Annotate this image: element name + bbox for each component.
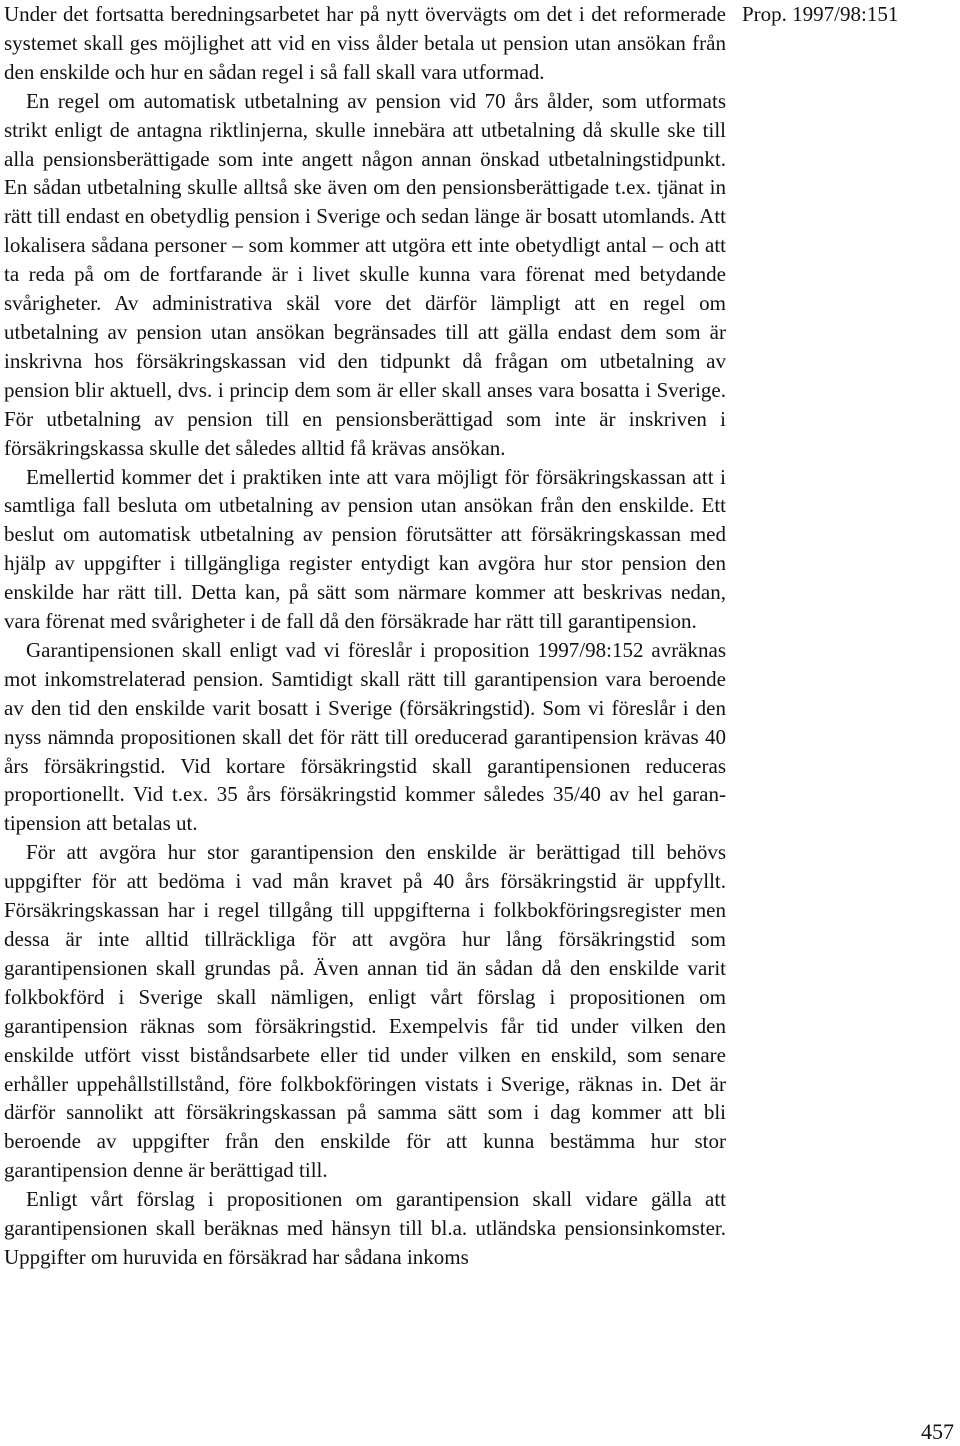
- proposition-reference: Prop. 1997/98:151: [742, 2, 899, 26]
- paragraph: En regel om automatisk utbetalning av pension vid 70 års ålder, som utformats strikt enligt de antagna riktlinjerna, skulle innebära att utbetalning då skulle ske till alla pensionsberättigade som inte angett någon annan önskad utbetalningstidpunkt. En sådan utbetalning skulle alltså ske även om den pensionsberättigade t.ex. tjänat in rätt till endast en obetydlig pension i Sverige och sedan länge är bosatt utomlands. Att lokalisera sådana personer – som kommer att utgöra ett inte obetydligt antal – och att ta reda på om de fortfarande är i livet skulle kunna vara förenat med betydande svårigheter. Av administrativa skäl vore det därför lämpligt att en regel om utbetalning av pension utan ansökan begränsades till att gälla endast dem som är inskrivna hos försäkringskassan vid den tidpunkt då frågan om utbetalning av pension blir aktuell, dvs. i princip dem som är eller skall anses vara bosatta i Sverige. För utbetalning av pension till en pensionsberättigad som inte är inskriven i försäkringskassa skulle det således alltid få krävas ansökan.: [4, 88, 726, 460]
- paragraph: Under det fortsatta beredningsarbetet har på nytt övervägts om det i det reformerade systemet skall ges möjlighet att vid en viss ålder betala ut pension utan ansökan från den enskilde och hur en sådan regel i så fall skall vara utformad.: [4, 2, 726, 84]
- paragraph: Emellertid kommer det i praktiken inte att vara möjligt för försäkringskassan att i samtliga fall besluta om utbetalning av pension utan ansökan från den enskilde. Ett beslut om automatisk utbetalning av pension förutsätter att försäkringskassan med hjälp av uppgifter i tillgängliga register entydigt kan avgöra hur stor pension den enskilde har rätt till. Detta kan, på sätt som närmare kommer att beskrivas nedan, vara förenat med svårigheter i de fall då den försäkrade har rätt till garantipension.: [4, 464, 726, 634]
- paragraph: Garantipensionen skall enligt vad vi föreslår i proposition 1997/98:152 avräknas mot inkomstrelaterad pension. Samtidigt skall rätt till garantipension vara beroende av den tid den enskilde varit bosatt i Sverige (försäkringstid). Som vi föreslår i den nyss nämnda propositionen skall det för rätt till oreducerad garantipension krävas 40 års försäkringstid. Vid kortare försäkringstid skall garantipensionen reduceras proportionellt. Vid t.ex. 35 års försäkringstid kommer således 35/40 av hel garantipension att betalas ut.: [4, 637, 726, 836]
- paragraph: Enligt vårt förslag i propositionen om garantipension skall vidare gälla att garantipensionen skall beräknas med hänsyn till bl.a. utländska pensionsinkomster. Uppgifter om huruvida en försäkrad har sådana inkoms: [4, 1187, 726, 1269]
- paragraph: För att avgöra hur stor garantipension den enskilde är berättigad till behövs uppgifter för att bedöma i vad mån kravet på 40 års försäkringstid är uppfyllt. Försäkringskassan har i regel tillgång till uppgifterna i folkbokföringsregister men dessa är inte alltid tillräckliga för att avgöra hur lång försäkringstid som garantipensionen skall grundas på. Även annan tid än sådan då den enskilde varit folkbokförd i Sverige skall nämligen, enligt vårt förslag i propositionen om garantipension räknas som försäkringstid. Exempelvis får tid under vilken den enskilde utfört visst biståndsarbete eller tid under vilken en enskild, som senare erhåller uppehållstillstånd, före folkbokföringen vistats i Sverige, räknas in. Det är därför sannolikt att försäkringskassan på samma sätt som i dag kommer att bli beroende av uppgifter från den enskilde för att kunna bestämma hur stor garantipension denne är berättigad till.: [4, 840, 726, 1183]
- page-number: 457: [921, 1419, 954, 1444]
- body-text: [4, 0, 726, 1272]
